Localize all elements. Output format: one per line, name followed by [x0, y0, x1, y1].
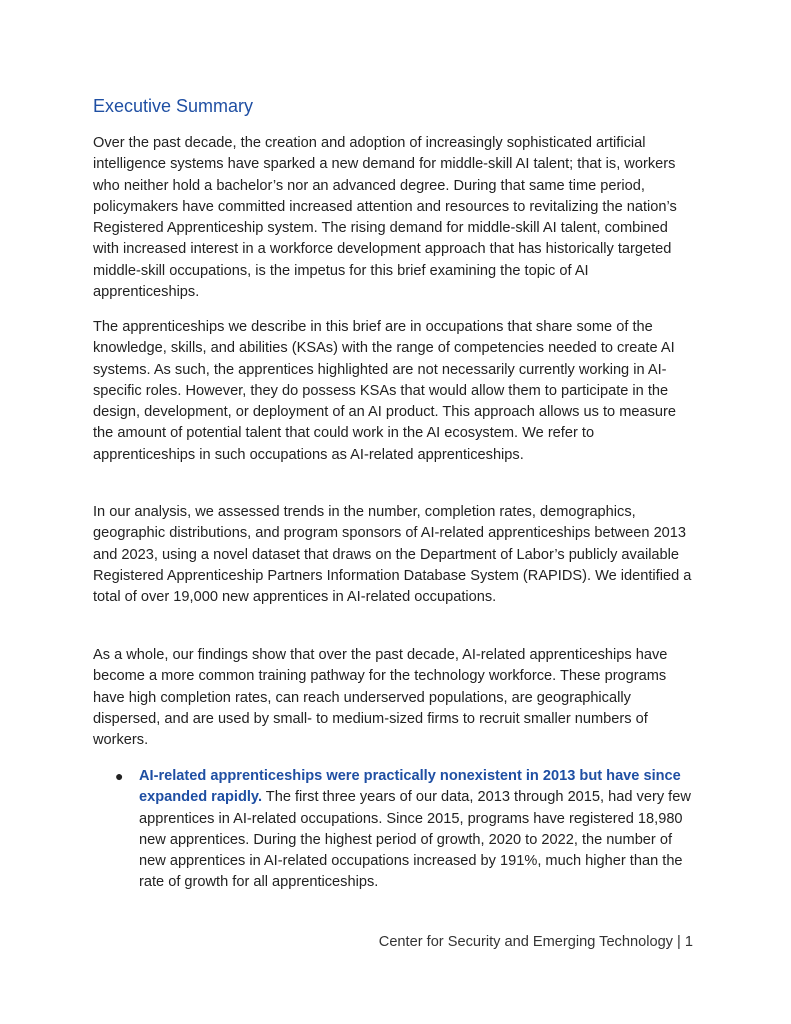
findings-list: [93, 766, 697, 894]
page-footer: Center for Security and Emerging Technology | 1: [378, 934, 693, 950]
paragraph-findings: As a whole, our findings show that over the past decade, AI-related apprenticeships have become a more common training pathway for the technology workforce. These programs have high completion rates, can reach underserved populations, are geographically dispersed, and are used by small- to medium-sized firms to recruit smaller numbers of workers.: [93, 647, 668, 749]
paragraph-intro: Over the past decade, the creation and adoption of increasingly sophisticated artificial intelligence systems have sparked a new demand for middle-skill AI talent; that is, workers who neither hold a bachelor’s nor an advanced degree. During that same time period, policymakers have committed increased attention and resources to revitalizing the nation’s Registered Apprenticeship system. The rising demand for middle-skill AI talent, combined with increased interest in a workforce development approach that has historically targeted middle-skill occupations, is the impetus for this brief examining the topic of AI apprenticeships.: [93, 135, 677, 301]
bullet-body-text: The first three years of our data, 2013 through 2015, had very few apprentices in AI-related occupations. Since 2015, programs have registered 18,980 new apprentices. During the highest period of growth, 2020 to 2022, the number of new apprentices in AI-related occupations increased by 191%, much higher than the rate of growth for all apprenticeships.: [139, 789, 691, 891]
section-heading: Executive Summary: [93, 96, 254, 116]
bullet-lead-text: AI-related apprenticeships were practically nonexistent in 2013 but have since expanded rapidly.: [139, 768, 681, 806]
paragraph-methods: In our analysis, we assessed trends in the number, completion rates, demographics, geographic distributions, and program sponsors of AI-related apprenticeships between 2013 and 2023, using a novel dataset that draws on the Department of Labor’s publicly available Registered Apprenticeship Partners Information Database System (RAPIDS). We identified a total of over 19,000 new apprentices in AI-related occupations.: [93, 504, 692, 606]
paragraph-scope: The apprenticeships we describe in this brief are in occupations that share some of the knowledge, skills, and abilities (KSAs) with the range of competencies needed to create AI systems. As such, the apprentices highlighted are not necessarily currently working in AI-specific roles. However, they do possess KSAs that would allow them to participate in the design, development, or deployment of an AI product. This approach allows us to measure the amount of potential talent that could work in the AI ecosystem. We refer to apprenticeships in such occupations as AI-related apprenticeships.: [93, 319, 677, 463]
list-item: [93, 766, 697, 894]
bullet-icon: ●: [115, 768, 124, 784]
